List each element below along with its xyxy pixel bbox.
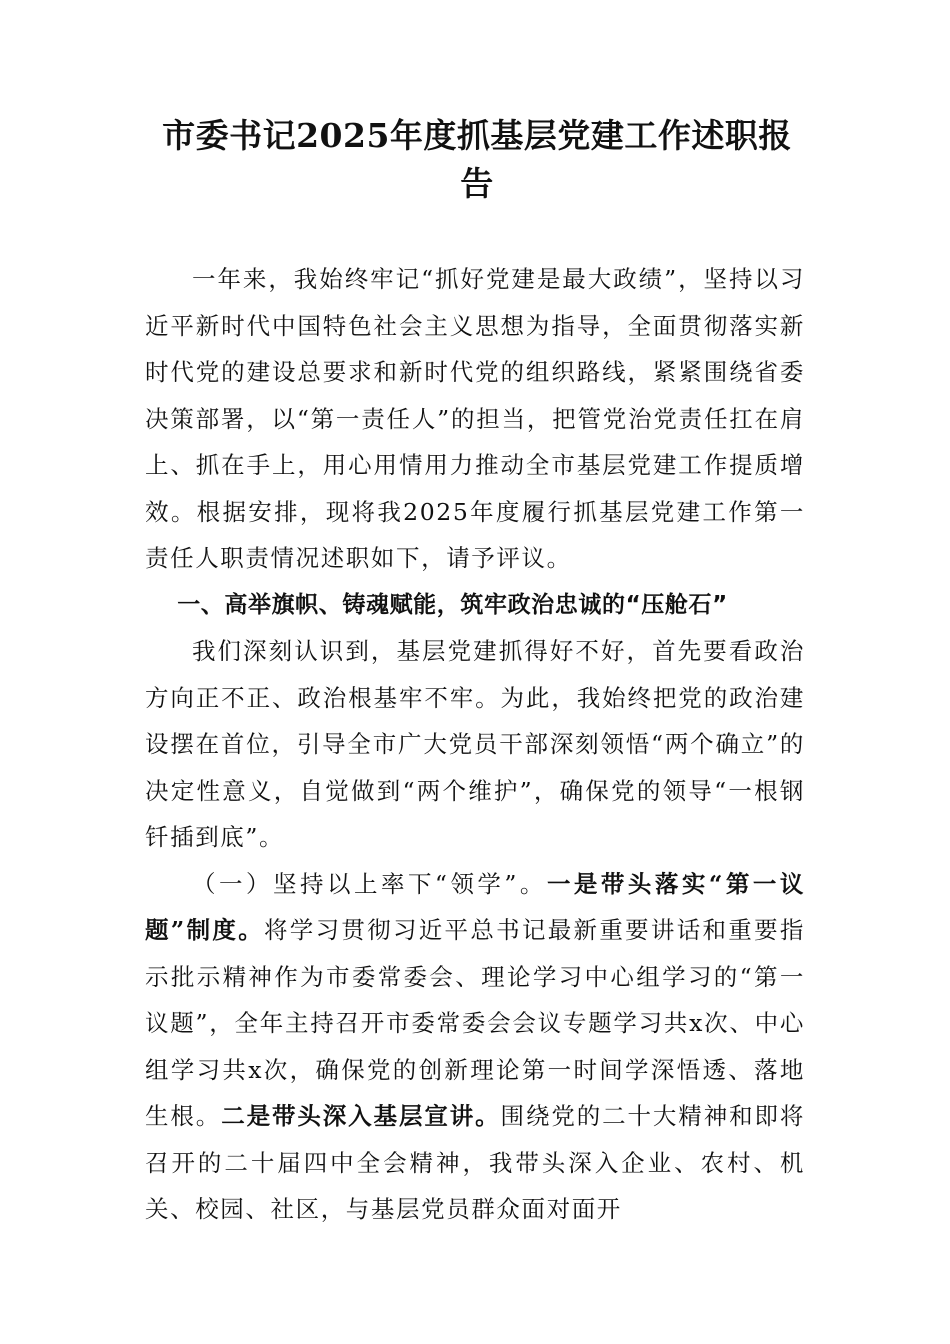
intro-paragraph: 一年来，我始终牢记“抓好党建是最大政绩”，坚持以习近平新时代中国特色社会主义思想为指导，全面贯彻落实新时代党的建设总要求和新时代党的组织路线，紧紧围绕省委决策部署，以“第一责任人”的担当，把管党治党责任扛在肩上、抓在手上，用心用情用力推动全市基层党建工作提质增效。根据安排，现将我2025年度履行抓基层党建工作第一责任人职责情况述职如下，请予评议。: [145, 265, 805, 572]
section-paragraph: 我们深刻认识到，基层党建抓得好不好，首先要看政治方向正不正、政治根基牢不牢。为此，我始终把党的政治建设摆在首位，引导全市广大党员干部深刻领悟“两个确立”的决定性意义，自觉做到“两个维护”，确保党的领导“一根钢钎插到底”。: [145, 637, 805, 851]
subsection-paragraph: [145, 861, 805, 1233]
subsection-lead: （一）坚持以上率下“领学”。: [192, 869, 547, 898]
document-title: 市委书记2025年度抓基层党建工作述职报告: [162, 116, 792, 203]
point-two-title: 二是带头深入基层宣讲。: [221, 1102, 501, 1130]
document-body: [145, 256, 805, 1233]
section-heading: 一、高举旗帜、铸魂赋能，筑牢政治忠诚的“压舱石”: [177, 591, 728, 618]
point-one-text: 将学习贯彻习近平总书记最新重要讲话和重要指示批示精神作为市委常委会、理论学习中心组学习的“第一议题”，全年主持召开市委常委会会议专题学习共x次、中心组学习共x次，确保党的创新理论第一时间学深悟透、落地生根。: [145, 916, 805, 1130]
point-one-title: 一是带头落实“第一议题”制度。: [145, 869, 805, 944]
point-two-text: 围绕党的二十大精神和即将召开的二十届四中全会精神，我带头深入企业、农村、机关、校园、社区，与基层党员群众面对面开: [145, 1102, 805, 1223]
